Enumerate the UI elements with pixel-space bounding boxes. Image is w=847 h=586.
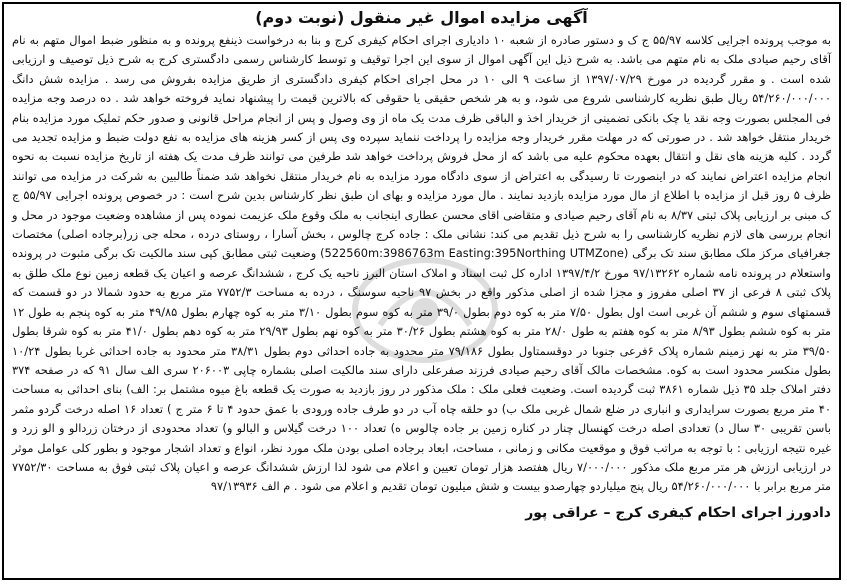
notice-body: به موجب پرونده اجرایی کلاسه ۵۵/۹۷ ج ک و دستور صادره از شعبه ۱۰ دادیاری اجرای احکام کیفری کرج و بنا به درخواست ذینفع پرونده و به منظور ضبط اموال متهم به نام آقای رحیم صیادی ملک به نام متهم می باشد. به شرح ذیل این آگهی اموال از سوی این اجرا توقیف و توسط کارشناس رسمی دادگستری کرج به شرح ذیل توصیف و ارزیابی شده است . و مقرر گردیده در مورخ ۱۳۹۷/۰۷/۲۹ از ساعت ۹ الی ۱۰ در محل اجرای احکام کیفری دادگستری از طریق مزایده بفروش می رسد . مزایده شش دانگ ۵۴/۲۶۰/۰۰۰/۰۰۰ ریال طبق نظریه کارشناسی شروع می شود، و به هر شخص حقیقی یا حقوقی که بالاترین قیمت را پیشنهاد نماید فروخته خواهد شد . ده درصد وجه مزایده فی المجلس بصورت وجه نقد یا چک بانکی تضمینی از خریدار اخذ و الباقی ظرف مدت یک ماه از وی وصول و پس از انجام مراحل قانونی و صدور حکم تملیک مورد مزایده بنام خریدار منتقل خواهد شد . در صورتی که در مهلت مقرر خریدار وجه مزایده را پرداخت ننماید سپرده وی پس از کسر هزینه های مزایده به نفع دولت ضبط و مزایده تجدید می گردد . کلیه هزینه های نقل و انتقال بعهده محکوم علیه می باشد که از محل فروش پرداخت خواهد شد طرفین می توانند ظرف مدت یک هفته از تاریخ مزایده نسبت به نحوه انجام مزایده اعتراض نمایند که در اینصورت تا رسیدگی به اعتراض از سوی دادگاه مورد مزایده به نام خریدار منتقل نخواهد شد ضمناً طالبین به شرکت در مزایده می توانند ظرف ۵ روز قبل از مزایده با اطلاع از مال مورد مزایده بازدید نمایند . مال مورد مزایده و بهای ان طبق نظر کارشناس بدین شرح است : در خصوص پرونده اجرایی ۵۵/۹۷ ج ک مبنی بر ارزیابی پلاک ثبتی ۸/۳۷ به نام آقای رحیم صیادی و متقاضی اقای محسن عطاری اینجانب به ملک وقوع ملک عزیمت نموده پس از مشاهده وضعیت موجود در محل و انجام بررسی های لازم نظریه کارشناسی را به شرح ذیل تقدیم می کند: نشانی ملک : جاده کرج چالوس ، بخش آسارا ، روستای درده ، محله جی زر(برجاده اصلی) مختصات جغرافیای مرکز ملک مطابق سند تک برگی (522560m:3986763m Easting:395Northing UTMZone) وضعیت ثبتی مطابق کپی سند مالکیت تک برگی مثبوت در پرونده واستعلام در پرونده نامه شماره ۹۷/۱۳۲۶۲ مورخ ۱۳۹۷/۴/۲ اداره کل ثبت اسناد و املاک استان البرز ناحیه یک کرج ، ششدانگ عرصه و اعیان یک قطعه زمین نوع ملک طلق به پلاک ثبتی ۸ فرعی از ۳۷ اصلی مفروز و مجزا شده از اصلی مذکور واقع در بخش ۹۷ ناحیه سوسنگ ، درده به مساحت ۷۷۵۲/۳ متر مربع به حدود شمالا در دو قسمت که قسمتهای سوم و ششم آن غربی است اول بطول ۷/۵۰ متر به کوه دوم بطول ۳۹/۰ متر به کوه سوم بطول ۳/۱۰ متر به کوه چهارم بطول ۴۹/۸۵ متر به کوه پنجم به طول ۱۲ متر به کوه ششم بطول ۸/۹۳ متر به کوه هفتم به طول ۲۸/۰ متر به کوه هشتم بطول ۳۰/۲۶ متر به کوه نهم بطول ۲۹/۹۳ متر به کوه دهم بطول ۴۱/۰ متر به کوه شرقا بطول ۳۹/۵۰ متر به نهر زمینم شماره پلاک ۶فرعی جنوبا در دوقسمتاول بطول ۷۹/۱۸۶ متر محدود به جاده احداثی دوم بطول ۳۸/۳۱ متر محدود به جاده احداثی غربا بطول ۱۰/۲۴ بطول منکسر محدود است به کوه. مشخصات مالک آقای رحیم صیادی فرزند صفرعلی دارای سند مالکیت اصلی بشماره چاپی ۲۰۶۰۰۳ سری الف سال ۹۱ که در صفحه ۳۷۴ دفتر املاک جلد ۳۵ ذیل شماره ۳۸۶۱ ثبت گردیده است. وضعیت فعلی ملک : ملک مذکور در روز بازدید به صورت یک قطعه باغ میوه مشتمل بر: الف) بنای احداثی به مساحت ۴۰ متر مربع بصورت سرایداری و انباری در ضلع شمال غربی ملک ب) دو حلقه چاه آب در دو طرف جاده ورودی با عمق حدود ۴ تا ۶ متر ج ) تعداد ۱۶ اصله درخت گردو مثمر باسن تقریبی ۳۰ سال د) تعدادی اصله درخت کهنسال چنار در کناره زمین بر جاده چالوس ه) تعداد ۱۰۰ درخت گیلاس و البالو و) تعداد محدودی از درختان زردالو و الو زرد و غیره نتیجه ارزیابی : با توجه به مراتب فوق و موقعیت مکانی و زمانی ، مساحت، ابعاد برجاده اصلی بودن ملک مورد نظر، انواع و تعداد اشجار موجود و بطور کلی عوامل موثر در ارزیابی ارزش هر متر مربع ملک مذکور ۷/۰۰۰/۰۰۰ ریال هفتصد هزار تومان تعیین و اعلام می شود لذا ارزش ششدانگ عرصه و اعیان پلاک ثبتی فوق به مساحت ۷۷۵۲/۳۰ متر مربع برابر با ۵۴/۲۶۰/۰۰۰/۰۰۰ ریال پنج میلیاردو چهارصدو بیست و شش میلیون تومان تقدیم و اعلام می شود . م الف ۹۷/۱۳۹۳۶ <box>12 33 832 494</box>
auction-notice <box>2 2 841 580</box>
notice-signature: دادورز اجرای احکام کیفری کرج – عراقی پور <box>525 504 831 521</box>
notice-title: آگهی مزایده اموال غیر منقول (نوبت دوم) <box>255 8 588 27</box>
